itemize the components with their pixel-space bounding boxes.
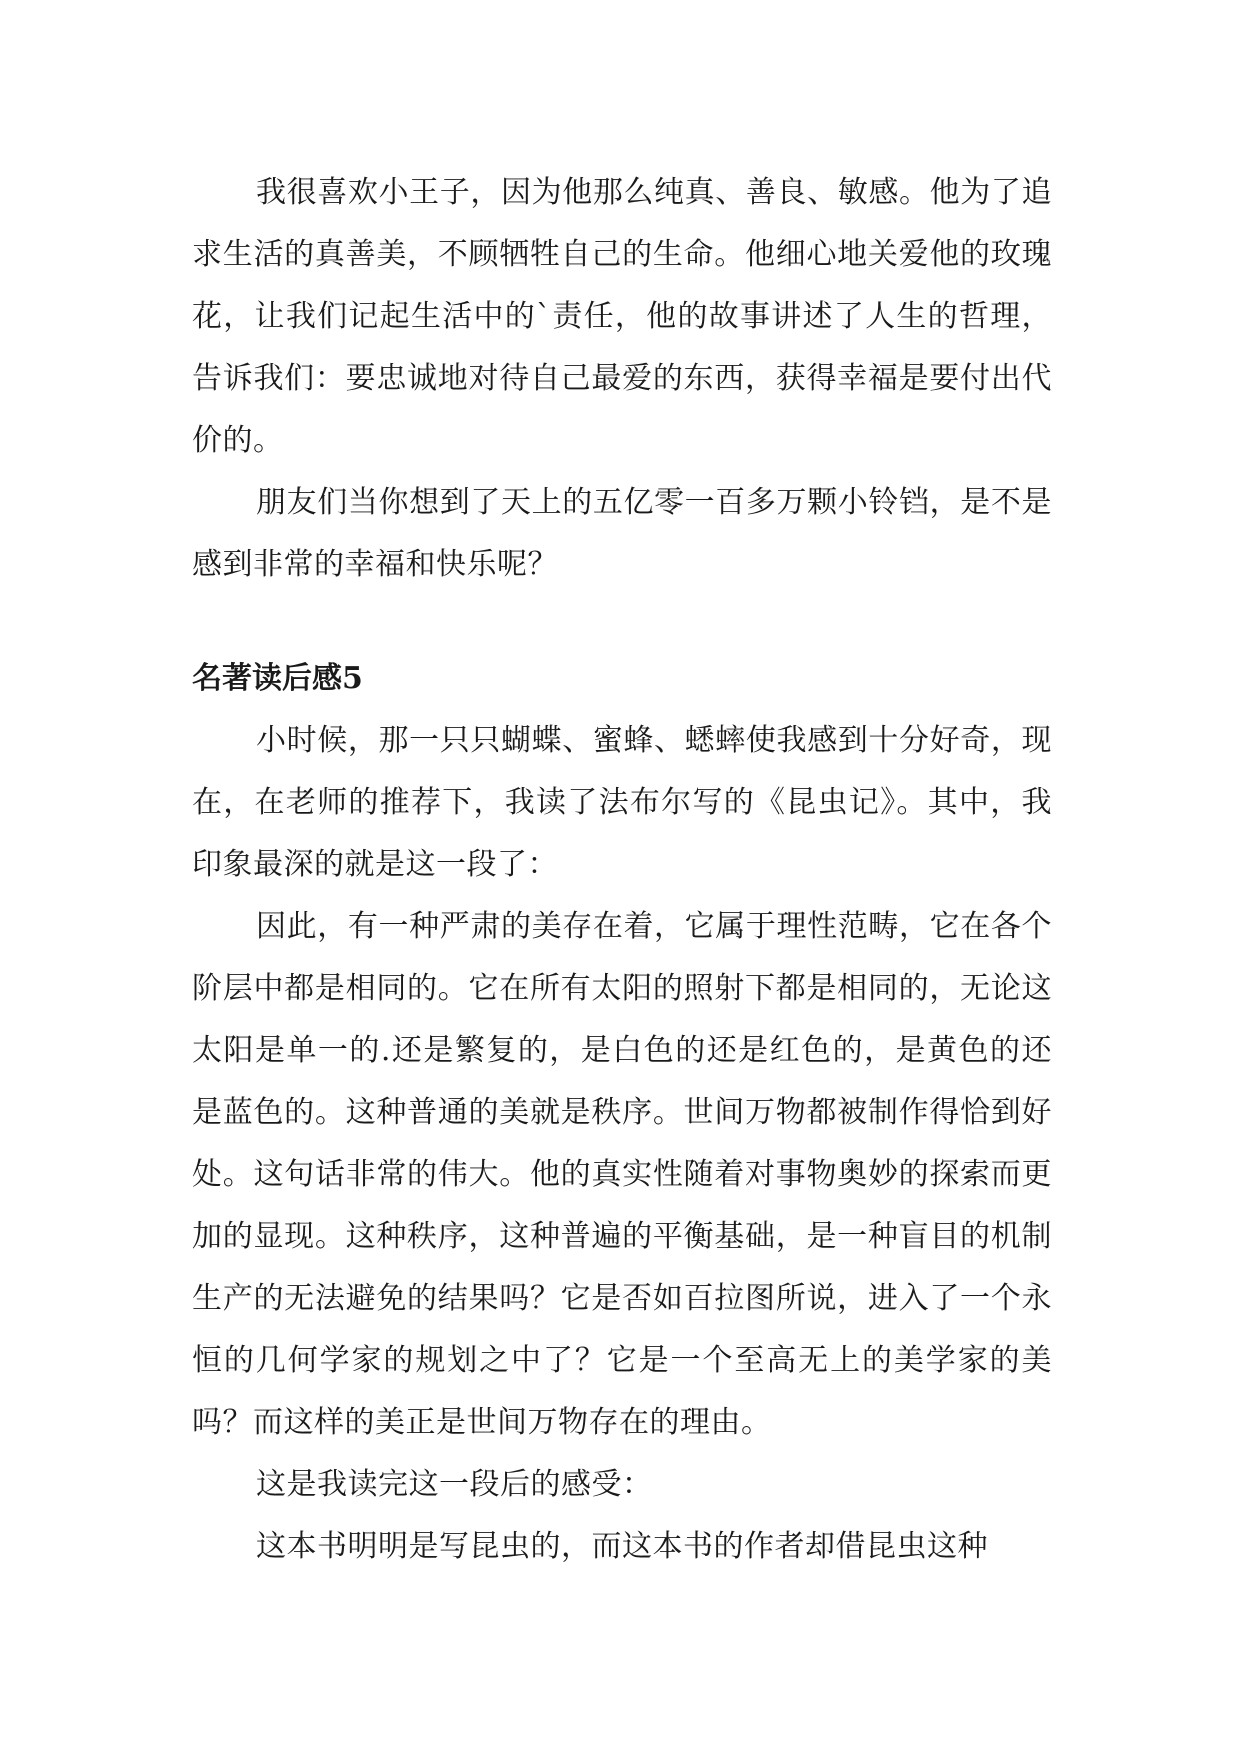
paragraph-feeling-intro: 这是我读完这一段后的感受： (256, 1467, 653, 1502)
document-body (192, 162, 1052, 1578)
section-heading: 名著读后感5 (192, 661, 363, 696)
paragraph-little-bells: 朋友们当你想到了天上的五亿零一百多万颗小铃铛，是不是感到非常的幸福和快乐呢？ (192, 485, 1052, 582)
paragraph-book-reflection: 这本书明明是写昆虫的，而这本书的作者却借昆虫这种 (256, 1529, 988, 1564)
paragraph-quote-order-beauty: 因此，有一种严肃的美存在着，它属于理性范畴，它在各个阶层中都是相同的。它在所有太阳的照射下都是相同的，无论这太阳是单一的.还是繁复的，是白色的还是红色的，是黄色的还是蓝色的。这种普通的美就是秩序。世间万物都被制作得恰到好处。这句话非常的伟大。他的真实性随着对事物奥妙的探索而更加的显现。这种秩序，这种普遍的平衡基础，是一种盲目的机制生产的无法避免的结果吗？它是否如百拉图所说，进入了一个永恒的几何学家的规划之中了？它是一个至高无上的美学家的美吗？而这样的美正是世间万物存在的理由。 (192, 909, 1052, 1440)
paragraph-little-prince: 我很喜欢小王子，因为他那么纯真、善良、敏感。他为了追求生活的真善美，不顾牺牲自己的生命。他细心地关爱他的玫瑰花，让我们记起生活中的`责任，他的故事讲述了人生的哲理，告诉我们：要忠诚地对待自己最爱的东西，获得幸福是要付出代价的。 (192, 175, 1052, 458)
paragraph-childhood-insects: 小时候，那一只只蝴蝶、蜜蜂、蟋蟀使我感到十分好奇，现在，在老师的推荐下，我读了法布尔写的《昆虫记》。其中，我印象最深的就是这一段了： (192, 723, 1052, 882)
